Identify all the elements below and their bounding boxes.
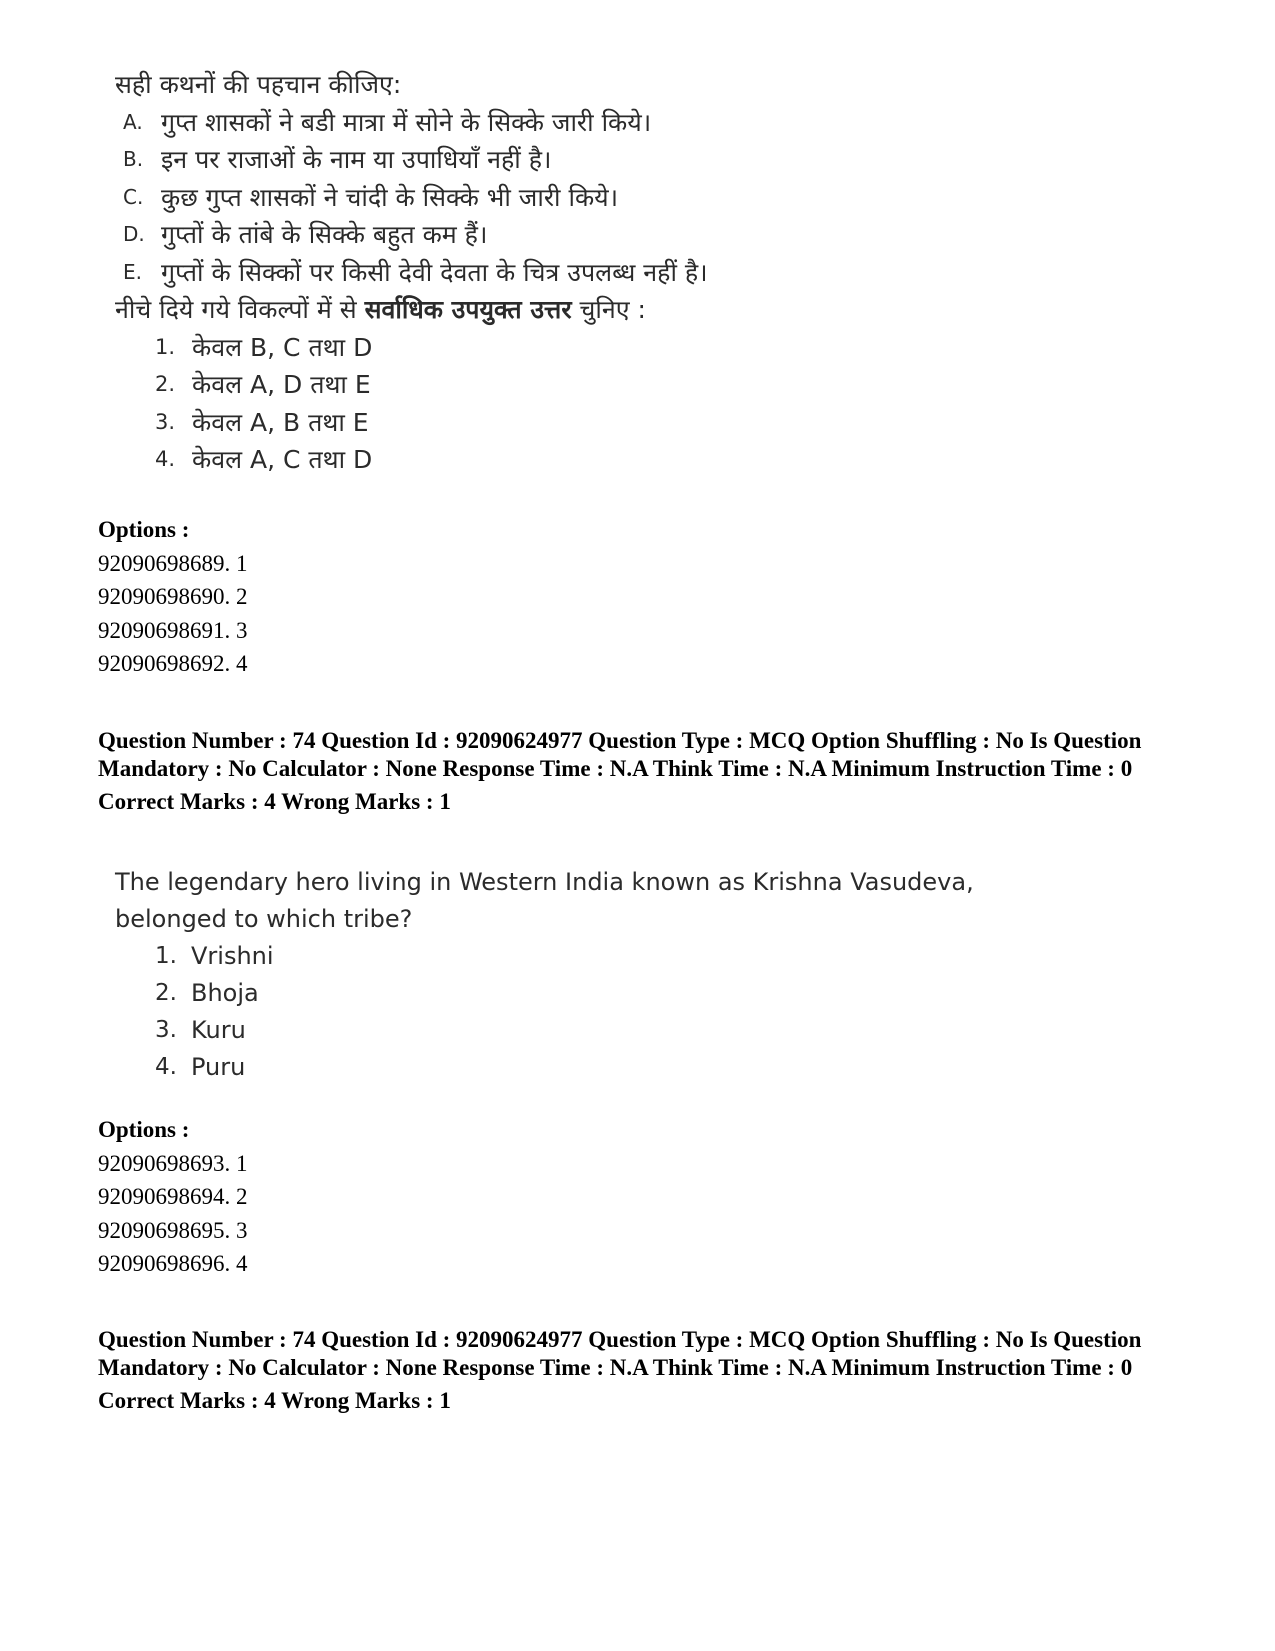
statement-text: गुप्तों के सिक्कों पर किसी देवी देवता के चित्र उपलब्ध नहीं है।: [161, 257, 708, 287]
question-meta-2: [98, 1326, 1198, 1415]
instruction-text-end: चुनिए :: [571, 295, 646, 324]
question-1-block: [115, 66, 708, 479]
option-item: 92090698693. 1: [98, 1150, 248, 1176]
choice-item: [115, 329, 708, 367]
statement-text: इन पर राजाओं के नाम या उपाधियाँ नहीं है।: [161, 145, 552, 174]
choice-item: [115, 938, 974, 975]
statement-e: [115, 254, 708, 292]
choice-text: Kuru: [191, 1016, 246, 1044]
choice-number: 3.: [155, 409, 176, 434]
statement-text: गुप्तों के तांबे के सिक्के बहुत कम हैं।: [161, 220, 488, 249]
choice-item: [115, 1049, 974, 1086]
question-1-intro: सही कथनों की पहचान कीजिए:: [115, 70, 402, 99]
statement-label: E.: [123, 259, 142, 284]
question-meta-1: [98, 727, 1198, 816]
statement-c: [115, 179, 708, 217]
question-details: Question Number : 74 Question Id : 92090624977 Question Type : MCQ Option Shuffling : No Is Question Mandatory : No Calculator : None Response Time : N.A Think Time : N.A Minimum Instruction Time : 0: [98, 1327, 1142, 1380]
choice-item: [115, 975, 974, 1012]
choice-number: 3.: [155, 1017, 177, 1043]
option-item: 92090698691. 3: [98, 617, 248, 643]
choice-text: Vrishni: [191, 942, 274, 970]
question-marks: Correct Marks : 4 Wrong Marks : 1: [98, 789, 451, 814]
choice-number: 4.: [155, 447, 176, 471]
option-item: 92090698694. 2: [98, 1184, 248, 1209]
statement-label: D.: [123, 222, 145, 246]
question-2-text-line2: belonged to which tribe?: [115, 905, 413, 933]
question-2-text-line1: The legendary hero living in Western India known as Krishna Vasudeva,: [115, 868, 974, 896]
option-item: 92090698690. 2: [98, 584, 248, 609]
choice-item: [115, 1012, 974, 1049]
choice-item: [115, 441, 708, 479]
option-item: 92090698695. 3: [98, 1217, 248, 1243]
statement-text: गुप्त शासकों ने बडी मात्रा में सोने के सिक्के जारी किये।: [161, 107, 652, 137]
option-item: 92090698689. 1: [98, 550, 248, 576]
statement-a: [115, 104, 708, 142]
options-header: Options :: [98, 517, 190, 542]
choice-text: Puru: [191, 1053, 246, 1081]
statement-d: [115, 216, 708, 254]
instruction-text: नीचे दिये गये विकल्पों में से: [115, 295, 365, 324]
statement-label: B.: [123, 147, 144, 171]
question-marks: Correct Marks : 4 Wrong Marks : 1: [98, 1388, 451, 1413]
choice-text: Bhoja: [191, 979, 259, 1007]
instruction-emphasis: सर्वाधिक उपयुक्त उत्तर: [364, 295, 572, 324]
choice-number: 4.: [155, 1054, 177, 1080]
choice-number: 1.: [155, 334, 176, 359]
statement-text: कुछ गुप्त शासकों ने चांदी के सिक्के भी जारी किये।: [161, 182, 619, 212]
choice-item: [115, 366, 708, 404]
option-item: 92090698696. 4: [98, 1251, 248, 1276]
choice-number: 1.: [155, 943, 177, 969]
statement-label: A.: [123, 109, 143, 134]
question-2-block: [115, 864, 974, 1086]
option-item: 92090698692. 4: [98, 651, 248, 676]
choice-text: केवल A, C तथा D: [192, 445, 373, 474]
choice-number: 2.: [155, 980, 177, 1006]
choice-text: केवल B, C तथा D: [192, 332, 373, 362]
statement-b: [115, 141, 708, 179]
choice-text: केवल A, B तथा E: [192, 407, 369, 437]
options-list-1: [98, 513, 248, 681]
choice-number: 2.: [155, 372, 176, 396]
statement-label: C.: [123, 184, 144, 209]
choice-item: [115, 404, 708, 442]
options-header: Options :: [98, 1117, 190, 1142]
choice-text: केवल A, D तथा E: [192, 370, 371, 399]
question-details: Question Number : 74 Question Id : 92090624977 Question Type : MCQ Option Shuffling : No Is Question Mandatory : No Calculator : None Response Time : N.A Think Time : N.A Minimum Instruction Time : 0: [98, 728, 1142, 781]
options-list-2: [98, 1113, 248, 1281]
question-1-instruction: [115, 291, 708, 329]
